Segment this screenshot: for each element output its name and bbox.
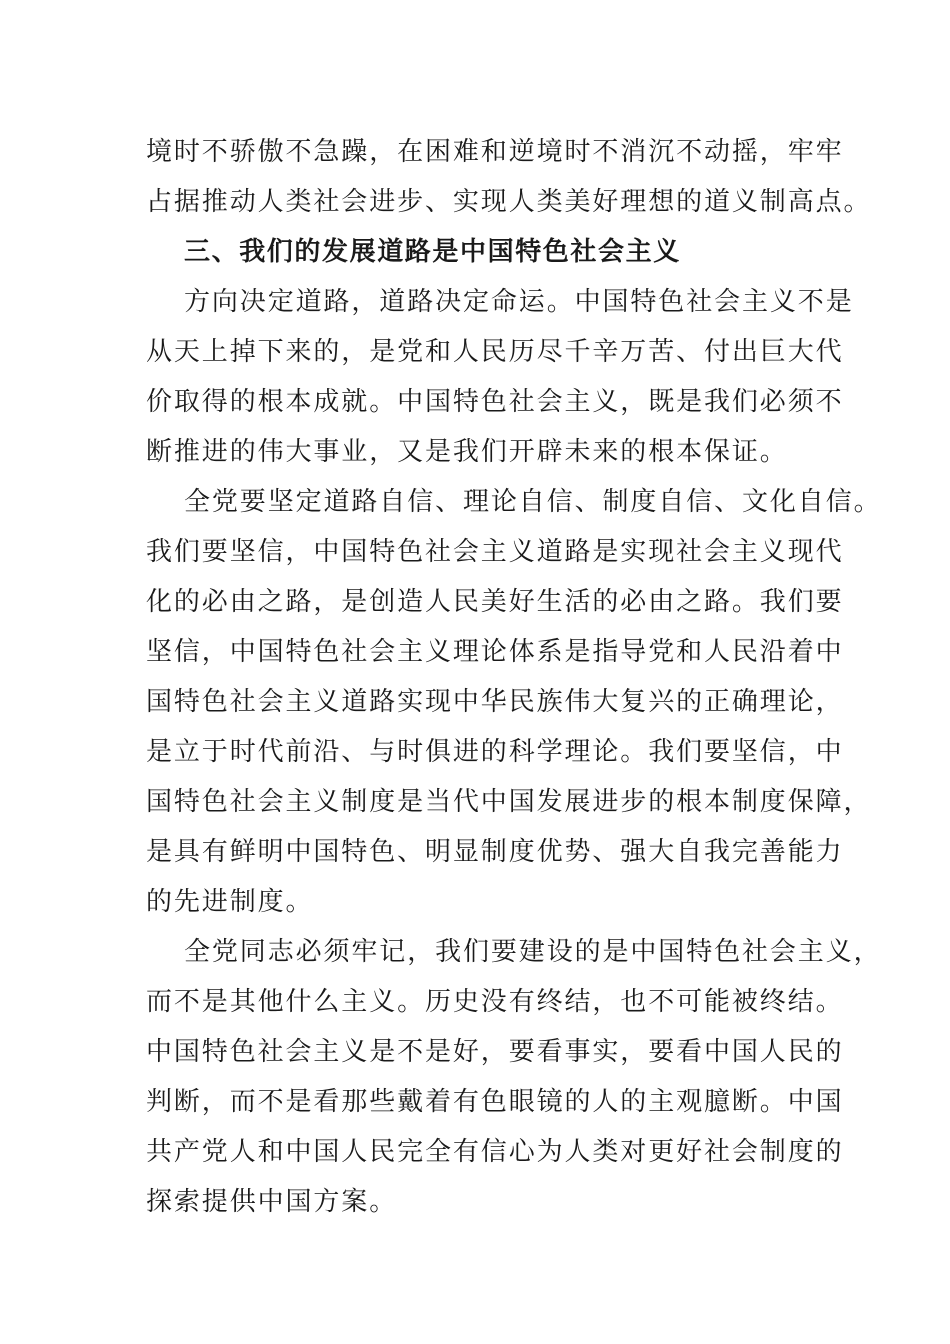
text-line: 共产党人和中国人民完全有信心为人类对更好社会制度的 — [146, 1137, 844, 1167]
text-line: 方向决定道路，道路决定命运。中国特色社会主义不是 — [184, 287, 854, 317]
section-heading: 三、我们的发展道路是中国特色社会主义 — [184, 237, 681, 267]
text-line: 境时不骄傲不急躁，在困难和逆境时不消沉不动摇，牢牢 — [146, 137, 844, 167]
text-line: 国特色社会主义道路实现中华民族伟大复兴的正确理论， — [146, 687, 844, 717]
text-line: 国特色社会主义制度是当代中国发展进步的根本制度保障， — [146, 787, 872, 817]
text-line: 化的必由之路，是创造人民美好生活的必由之路。我们要 — [146, 587, 844, 617]
text-line: 价取得的根本成就。中国特色社会主义，既是我们必须不 — [146, 387, 844, 417]
text-line: 中国特色社会主义是不是好，要看事实，要看中国人民的 — [146, 1037, 844, 1067]
text-line: 的先进制度。 — [146, 887, 314, 917]
text-line: 而不是其他什么主义。历史没有终结，也不可能被终结。 — [146, 987, 844, 1017]
text-line: 判断，而不是看那些戴着有色眼镜的人的主观臆断。中国 — [146, 1087, 844, 1117]
text-line: 从天上掉下来的，是党和人民历尽千辛万苦、付出巨大代 — [146, 337, 844, 367]
text-line: 探索提供中国方案。 — [146, 1187, 398, 1217]
text-line: 是具有鲜明中国特色、明显制度优势、强大自我完善能力 — [146, 837, 844, 867]
text-line: 坚信，中国特色社会主义理论体系是指导党和人民沿着中 — [146, 637, 844, 667]
text-line: 全党同志必须牢记，我们要建设的是中国特色社会主义， — [184, 937, 882, 967]
text-line: 占据推动人类社会进步、实现人类美好理想的道义制高点。 — [146, 187, 872, 217]
text-line: 全党要坚定道路自信、理论自信、制度自信、文化自信。 — [184, 487, 882, 517]
text-line: 我们要坚信，中国特色社会主义道路是实现社会主义现代 — [146, 537, 844, 567]
text-line: 是立于时代前沿、与时俱进的科学理论。我们要坚信，中 — [146, 737, 844, 767]
text-line: 断推进的伟大事业，又是我们开辟未来的根本保证。 — [146, 437, 788, 467]
